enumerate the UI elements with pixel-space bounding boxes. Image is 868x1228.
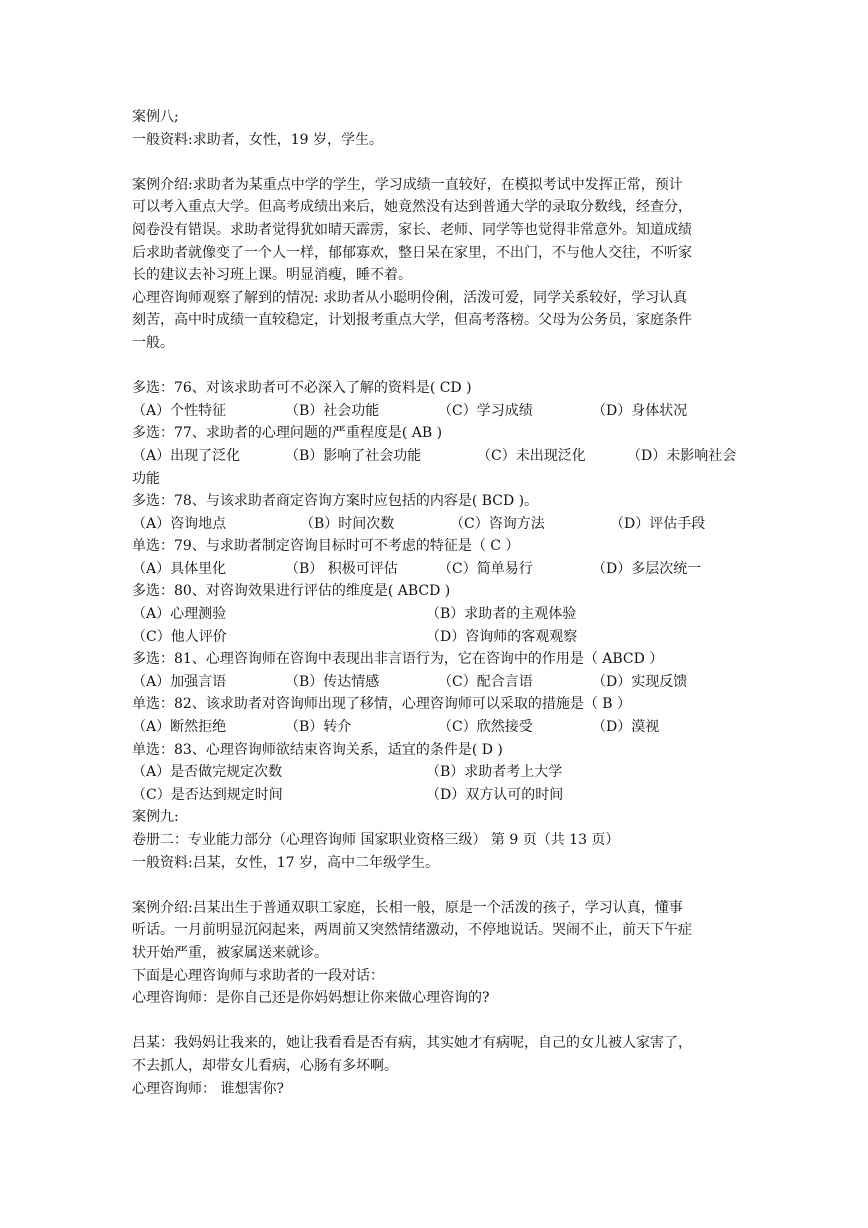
option: （A）具体里化 <box>132 560 227 577</box>
dialog-line: 心理咨询师： 谁想害你? <box>132 1080 284 1097</box>
option: （A）是否做完规定次数 <box>132 764 283 781</box>
case9-intro-line: 案例介绍:吕某出生于普通双职工家庭，长相一般，原是一个活泼的孩子，学习认真，懂事 <box>132 899 683 916</box>
dialog-line: 心理咨询师：是你自己还是你妈妈想让你来做心理咨询的? <box>132 990 490 1007</box>
option-row <box>132 626 752 649</box>
option: （D）未影响社会 <box>627 447 737 464</box>
case8-title: 案例八; <box>132 109 179 125</box>
option: （C）欣然接受 <box>438 719 533 736</box>
option: （B） 积极可评估 <box>285 560 398 577</box>
case9-intro <box>132 897 752 965</box>
case9-intro-line: 状开始严重，被家属送来就诊。 <box>132 944 328 961</box>
option: （C）未出现泛化 <box>477 447 586 464</box>
case9-title: 案例九: <box>132 809 179 826</box>
case8-intro-line: 一般。 <box>132 334 174 351</box>
option-row <box>132 513 752 536</box>
case8-intro-line: 长的建议去补习班上课。明显消瘦，睡不着。 <box>132 267 412 284</box>
spacer <box>132 1010 752 1033</box>
question-stem: 多选：80、对咨询效果进行评估的维度是( ABCD ) <box>132 583 451 600</box>
option-row <box>132 400 752 423</box>
question-stem: 多选：78、与该求助者商定咨询方案时应包括的内容是( BCD )。 <box>132 493 539 510</box>
option: （A）出现了泛化 <box>132 447 241 464</box>
option-row <box>132 603 752 626</box>
question-list <box>132 377 752 806</box>
case8-intro-line: 心理咨询师观察了解到的情况: 求助者从小聪明伶俐，活泼可爱，同学关系较好，学习认真 <box>132 289 688 306</box>
question-stem: 单选：82、该求助者对咨询师出现了移情，心理咨询师可以采取的措施是（ B ） <box>132 696 632 713</box>
option-row <box>132 761 752 784</box>
question-stem: 多选：81、心理咨询师在咨询中表现出非言语行为，它在咨询中的作用是（ ABCD ） <box>132 651 664 668</box>
page-footer: 卷册二：专业能力部分（心理咨询师 国家职业资格三级） 第 9 页（共 13 页） <box>132 832 620 848</box>
option: （D）评估手段 <box>610 515 706 532</box>
option-row <box>132 784 752 807</box>
option: （A）断然拒绝 <box>132 719 227 736</box>
dialog-intro: 下面是心理咨询师与求助者的一段对话： <box>132 967 384 984</box>
dialog-line: 吕某：我妈妈让我来的，她让我看看是否有病，其实她才有病呢，自己的女儿被人家害了， <box>132 1035 692 1052</box>
option: （D）咨询师的客观观察 <box>426 628 578 645</box>
option: （C）配合言语 <box>438 673 533 690</box>
case9-general-info: 一般资料:吕某，女性，17 岁，高中二年级学生。 <box>132 854 439 871</box>
option: （C）学习成绩 <box>438 402 533 419</box>
option: （C）咨询方法 <box>450 515 545 532</box>
option: （B）转介 <box>285 719 352 736</box>
question-stem: 单选：79、与求助者制定咨询目标时可不考虑的特征是（ C ） <box>132 538 520 555</box>
case8-intro-line: 阅卷没有错误。求助者觉得犹如晴天霹雳，家长、老师、同学等也觉得非常意外。知道成绩 <box>132 221 692 238</box>
option-row <box>132 671 752 694</box>
option-row <box>132 716 752 739</box>
spacer <box>132 874 752 897</box>
option: （B）社会功能 <box>285 402 380 419</box>
option: （B）影响了社会功能 <box>285 447 422 464</box>
option: （A）咨询地点 <box>132 515 227 532</box>
option: （B）传达情感 <box>285 673 380 690</box>
option: （A）个性特征 <box>132 402 227 419</box>
option: （C）简单易行 <box>438 560 533 577</box>
dialog-line: 不去抓人，却带女儿看病，心肠有多坏啊。 <box>132 1057 398 1074</box>
option-row <box>132 558 752 581</box>
case8-intro <box>132 174 752 355</box>
case8-intro-line: 刻苦，高中时成绩一直较稳定，计划报考重点大学，但高考落榜。父母为公务员，家庭条件 <box>132 312 692 329</box>
option: （B）求助者的主观体验 <box>426 606 577 623</box>
option-row <box>132 445 752 468</box>
option: （C）他人评价 <box>132 628 227 645</box>
question-stem: 单选：83、心理咨询师欲结束咨询关系，适宜的条件是( D ) <box>132 741 503 758</box>
option-wrap: 功能 <box>132 470 160 487</box>
spacer <box>132 151 752 174</box>
dialog <box>132 987 752 1100</box>
case8-intro-line: 案例介绍:求助者为某重点中学的学生，学习成绩一直较好，在模拟考试中发挥正常，预计 <box>132 176 683 193</box>
case8-intro-line: 可以考入重点大学。但高考成绩出来后，她竟然没有达到普通大学的录取分数线，经查分， <box>132 199 692 216</box>
question-stem: 多选：76、对该求助者可不必深入了解的资料是( CD ) <box>132 380 472 397</box>
option: （D）漠视 <box>592 719 660 736</box>
option: （D）身体状况 <box>592 402 688 419</box>
option: （B）求助者考上大学 <box>426 764 563 781</box>
option: （D）多层次统一 <box>592 560 702 577</box>
spacer <box>132 355 752 378</box>
option: （A）心理测验 <box>132 606 227 623</box>
option: （A）加强言语 <box>132 673 227 690</box>
option: （C）是否达到规定时间 <box>132 786 283 803</box>
case8-general-info: 一般资料:求助者，女性，19 岁，学生。 <box>132 131 383 148</box>
case9-intro-line: 听话。一月前明显沉闷起来，两周前又突然情绪激动，不停地说话。哭闹不止，前天下午症 <box>132 922 692 939</box>
document-page <box>132 106 752 1100</box>
question-stem: 多选：77、求助者的心理问题的严重程度是( AB ) <box>132 425 443 442</box>
option: （B）时间次数 <box>300 515 395 532</box>
option: （D）实现反馈 <box>592 673 688 690</box>
case8-intro-line: 后求助者就像变了一个人一样，郁郁寡欢，整日呆在家里，不出门，不与他人交往，不听家 <box>132 244 692 261</box>
option: （D）双方认可的时间 <box>426 786 564 803</box>
